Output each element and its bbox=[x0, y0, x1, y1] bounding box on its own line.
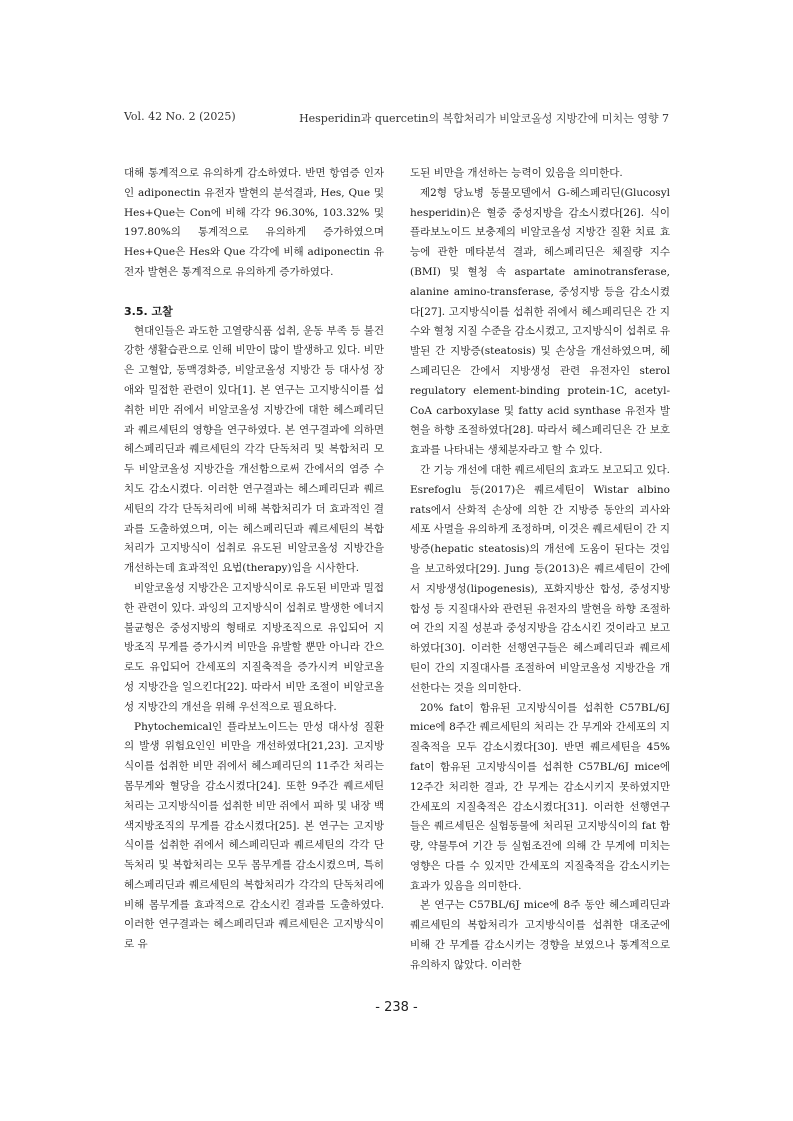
section-heading: 3.5. 고찰 bbox=[124, 304, 173, 318]
paragraph: 현대인들은 과도한 고열량식품 섭취, 운동 부족 등 불건강한 생활습관으로 인해 비만이 많이 발생하고 있다. 비만은 고혈압, 동맥경화증, 비알코올성 지방간 등 대사성 장애와 밀접한 관련이 있다[1]. 본 연구는 고지방식이를 섭취한 비만 쥐에서 비알코올성 지방간에 대한 헤스페리딘과 퀘르세틴의 영향을 연구하였다. 본 연구결과에 의하면 헤스페리딘과 퀘르세틴의 각각 단독처리 및 복합처리 모두 비알코올성 지방간을 개선함으로써 간에서의 염증 수치도 감소시켰다. 이러한 연구결과는 헤스페리딘과 퀘르세틴의 각각 단독처리에 비해 복합처리가 더 효과적인 결과를 도출하였으며, 이는 헤스페리딘과 퀘르세틴의 복합처리가 고지방식이 섭취로 유도된 비알코올성 지방간을 개선하는데 효과적인 요법(therapy)임을 시사한다. bbox=[124, 324, 384, 575]
paragraph: 간 기능 개선에 대한 퀘르세틴의 효과도 보고되고 있다. Esrefoglu 등(2017)은 퀘르세틴이 Wistar albino rats에서 산화적 손상에 의한 간 지방증 동안의 괴사와 세포 사멸을 유의하게 조정하며, 이것은 퀘르세틴이 간 지방증(hepatic steatosis)의 개선에 도움이 된다는 것임을 보고하였다[29]. Jung 등(2013)은 퀘르세틴이 간에서 지방생성(lipogenesis), 포화지방산 합성, 중성지방 합성 등 지질대사와 관련된 유전자의 발현을 하향 조절하여 간의 지질 성분과 중성지방을 감소시킨 것이라고 보고하였다[30]. 이러한 선행연구들은 헤스페리딘과 퀘르세틴이 간의 지질대사를 조절하여 비알코올성 지방간을 개선한다는 것을 의미한다. bbox=[410, 463, 670, 694]
paragraph: 도된 비만을 개선하는 능력이 있음을 의미한다. bbox=[410, 167, 623, 179]
right-column bbox=[410, 164, 670, 976]
left-column bbox=[124, 164, 384, 955]
running-header bbox=[124, 110, 669, 126]
paragraph: 제2형 당뇨병 동물모델에서 G-헤스페리딘(Glucosyl hesperidin)은 혈중 중성지방을 감소시켰다[26]. 식이 플라보노이드 보충제의 비알코올성 지방간 질환 치료 효능에 관한 메타분석 결과, 헤스페리딘은 체질량 지수(BMI) 및 혈청 속 aspartate aminotransferase, alanine amino-transferase, 중성지방 등을 감소시켰다[27]. 고지방식이를 섭취한 쥐에서 헤스페리딘은 간 지수와 혈청 지질 수준을 감소시켰고, 고지방식이 섭취로 유발된 간 지방증(steatosis) 및 손상을 개선하였으며, 헤스페리딘은 간에서 지방생성 관련 유전자인 sterol regulatory element-binding protein-1C, acetyl-CoA carboxylase 및 fatty acid synthase 유전자 발현을 하향 조절하였다[28]. 따라서 헤스페리딘은 간 보호 효과를 나타내는 생체분자라고 할 수 있다. bbox=[410, 186, 670, 457]
page-number: - 238 - bbox=[375, 1000, 418, 1015]
paragraph: 비알코올성 지방간은 고지방식이로 유도된 비만과 밀접한 관련이 있다. 과잉의 고지방식이 섭취로 발생한 에너지 불균형은 중성지방의 형태로 지방조직으로 유입되어 지방조직 무게를 증가시켜 비만을 유발할 뿐만 아니라 간으로도 유입되어 간세포의 지질축적을 증가시켜 비알코올성 지방간을 일으킨다[22]. 따라서 비만 조절이 비알코올성 지방간의 개선을 위해 우선적으로 필요하다. bbox=[124, 581, 384, 713]
paragraph: 본 연구는 C57BL/6J mice에 8주 동안 헤스페리딘과 퀘르세틴의 복합처리가 고지방식이를 섭취한 대조군에 비해 간 무게를 감소시키는 경향을 보였으나 통계적으로 유의하지 않았다. 이러한 bbox=[410, 899, 670, 971]
paragraph: 20% fat이 함유된 고지방식이를 섭취한 C57BL/6J mice에 8주간 퀘르세틴의 처리는 간 무게와 간세포의 지질축적을 모두 감소시켰다[30]. 반면 퀘르세틴을 45% fat이 함유된 고지방식이를 섭취한 C57BL/6J mice에 12주간 처리한 결과, 간 무게는 감소시키지 못하였지만 간세포의 지질축적은 감소시켰다[31]. 이러한 선행연구들은 퀘르세틴은 실험동물에 처리된 고지방식이의 fat 함량, 약물투여 기간 등 실험조건에 의해 간 무게에 미치는 영향은 다를 수 있지만 간세포의 지질축적을 감소시키는 효과가 있음을 의미한다. bbox=[410, 701, 670, 892]
journal-volume: Vol. 42 No. 2 (2025) bbox=[124, 110, 236, 123]
article-running-title: Hesperidin과 quercetin의 복합처리가 비알코올성 지방간에 미치는 영향 7 bbox=[299, 112, 669, 125]
paragraph: Phytochemical인 플라보노이드는 만성 대사성 질환의 발생 위험요인인 비만을 개선하였다[21,23]. 고지방식이를 섭취한 비만 쥐에서 헤스페리딘의 11주간 처리는 몸무게와 혈당을 감소시켰다[24]. 또한 9주간 퀘르세틴 처리는 고지방식이를 섭취한 비만 쥐에서 피하 및 내장 백색지방조직의 무게를 감소시켰다[25]. 본 연구는 고지방식이를 섭취한 쥐에서 헤스페리딘과 퀘르세틴의 각각 단독처리 및 복합처리는 모두 몸무게를 감소시켰으며, 특히 헤스페리딘과 퀘르세틴의 복합처리가 각각의 단독처리에 비해 몸무게를 효과적으로 감소시킨 결과를 도출하였다. 이러한 연구결과는 헤스페리딘과 퀘르세틴은 고지방식이로 유 bbox=[124, 720, 384, 951]
paragraph: 대해 통계적으로 유의하게 감소하였다. 반면 항염증 인자인 adiponectin 유전자 발현의 분석결과, Hes, Que 및 Hes+Que는 Con에 비해 각각 96.30%, 103.32% 및 197.80%의 통계적으로 유의하게 증가하였으며 Hes+Que은 Hes와 Que 각각에 비해 adiponectin 유전자 발현은 통계적으로 유의하게 증가하였다. bbox=[124, 167, 384, 278]
